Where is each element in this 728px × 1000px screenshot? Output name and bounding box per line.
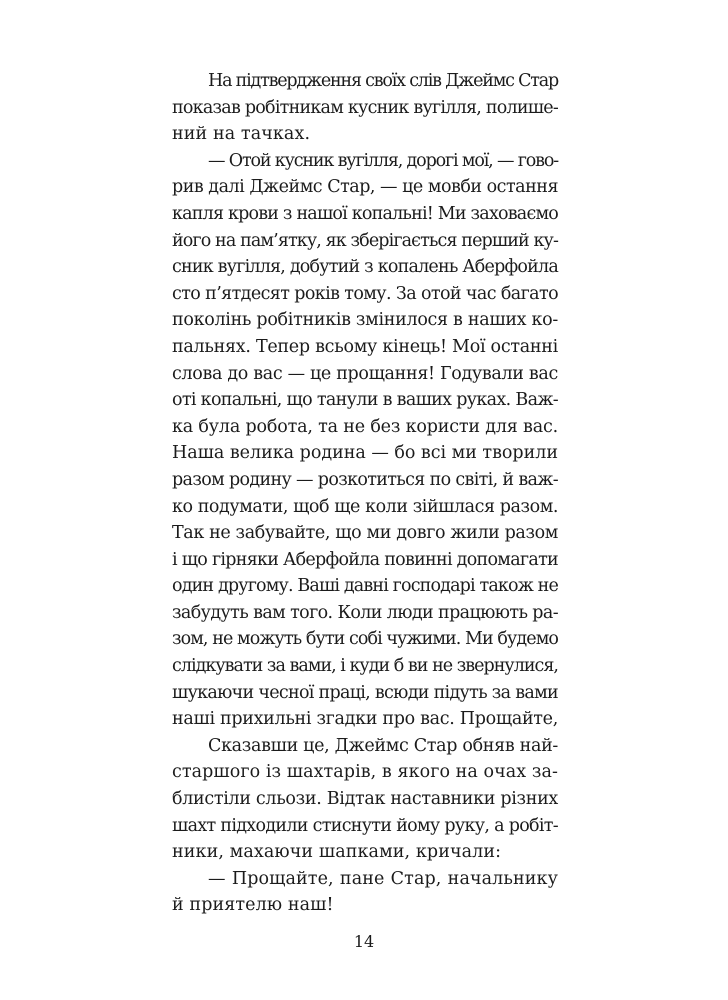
text-line: На підтвердження своїх слів Джеймс Стар <box>208 71 558 91</box>
text-line: зом, не можуть бути собі чужими. Ми будемо <box>172 629 558 650</box>
text-line: один другому. Ваші давні господарі також не <box>172 576 558 597</box>
paragraph <box>172 148 558 733</box>
text-line: оті копальні, що танули в ваших руках. Важ- <box>172 390 558 411</box>
text-line: ники, махаючи шапками, кричали: <box>172 842 502 863</box>
text-line: ка була робота, та не без користи для вас. <box>172 416 558 437</box>
text-line: поколінь робітників змінилося в наших ко- <box>172 310 558 331</box>
text-line: слідкувати за вами, і куди б ви не звернулися, <box>172 656 558 677</box>
text-line: рив далі Джеймс Стар, — це мовби остання <box>172 177 558 198</box>
paragraph <box>172 733 558 866</box>
text-line: слова до вас — це прощання! Годували вас <box>172 363 558 384</box>
text-line: наші прихильні згадки про вас. Прощайте, <box>172 709 558 730</box>
text-line: ко подумати, щоб ще коли зійшлася разом. <box>172 496 558 517</box>
text-line: ний на тачках. <box>172 124 311 145</box>
text-line: сник вугілля, добутий з копалень Аберфойла <box>172 257 558 278</box>
text-line: капля крови з нашої копальні! Ми заховаємо <box>172 203 558 224</box>
text-line: Сказавши це, Джеймс Стар обняв най- <box>208 735 558 756</box>
text-line: сто п’ятдесят років тому. За отой час багато <box>172 283 558 304</box>
body-text <box>172 68 558 919</box>
text-line: шукаючи чесної праці, всюди підуть за вами <box>172 682 558 703</box>
text-line: й приятелю наш! <box>172 895 334 916</box>
text-line: Наша велика родина — бо всі ми творили <box>172 443 558 464</box>
text-line: його на пам’ятку, як зберігається перший ку- <box>172 230 558 251</box>
text-line: блистіли сльози. Відтак наставники різних <box>172 789 558 810</box>
text-line: Так не забувайте, що ми довго жили разом <box>172 523 558 544</box>
page-number: 14 <box>353 932 375 951</box>
paragraph <box>172 68 558 148</box>
text-line: — Отой кусник вугілля, дорогі мої, — гово- <box>208 150 559 171</box>
text-line: шахт підходили стиснути йому руку, а робіт- <box>172 815 558 836</box>
text-line: забудуть вам того. Коли люди працюють ра- <box>172 602 558 623</box>
text-line: пальнях. Тепер всьому кінець! Мої останні <box>172 336 558 357</box>
text-line: разом родину — розкотиться по світі, й важ- <box>172 469 558 490</box>
text-line: старшого із шахтарів, в якого на очах за- <box>172 762 558 783</box>
text-line: і що гірняки Аберфойла повинні допомагати <box>172 549 558 570</box>
text-line: показав робітникам кусник вугілля, полише- <box>172 97 558 118</box>
paragraph <box>172 866 558 919</box>
text-line: — Прощайте, пане Стар, начальнику <box>208 868 558 889</box>
